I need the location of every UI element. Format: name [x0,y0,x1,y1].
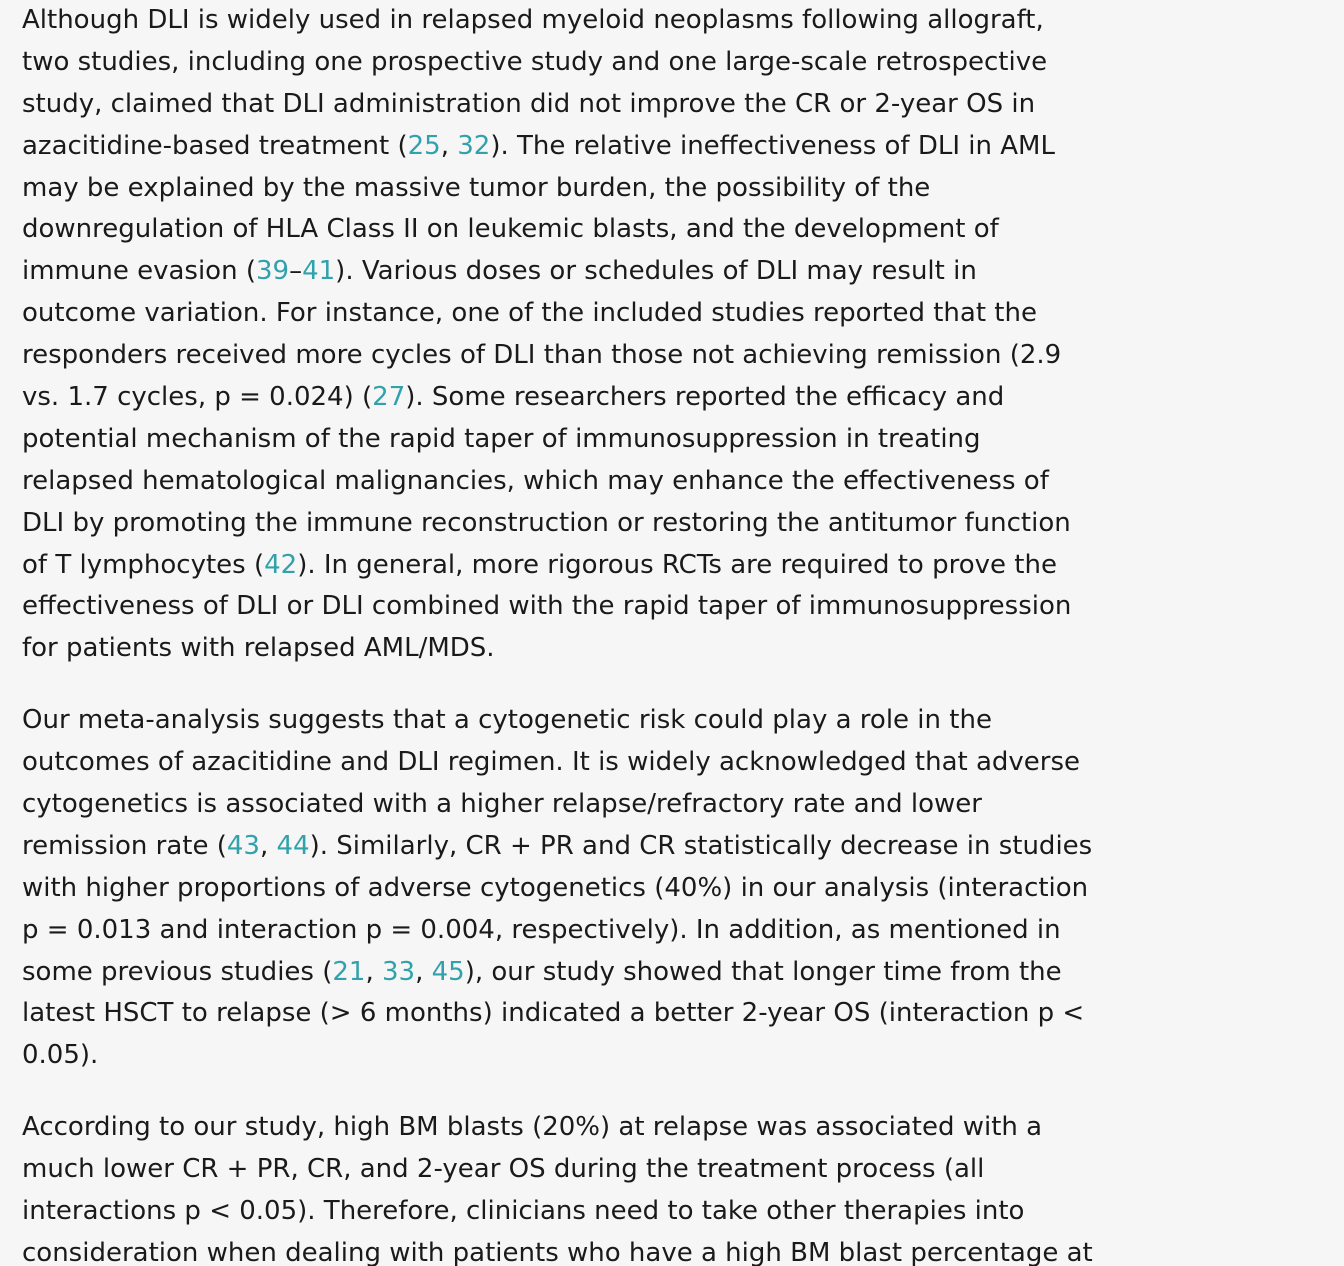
reference-link[interactable]: 25 [407,130,441,161]
text-segment: much lower CR + PR, CR, and 2-year OS during the treatment process (all [22,1154,985,1185]
text-line [22,503,1182,545]
reference-link[interactable]: 27 [372,382,406,413]
scrollbar[interactable] [1338,0,1344,1266]
text-segment: some previous studies ( [22,956,333,987]
text-line [22,868,1182,910]
text-segment: , [365,956,382,987]
reference-link[interactable]: 39 [255,256,290,287]
reference-link[interactable]: 42 [264,549,298,580]
text-segment: potential mechanism of the rapid taper of immunosuppression in treating [22,423,981,454]
reference-link[interactable]: 43 [226,830,260,861]
text-segment: ). Similarly, CR + PR and CR statistically decrease in studies [309,830,1093,861]
paragraph-1 [22,0,1182,670]
text-segment: immune evasion ( [22,256,256,287]
text-segment: outcome variation. For instance, one of the included studies reported that the [22,298,1037,329]
text-segment: with higher proportions of adverse cytogenetics (40%) in our analysis (interaction [22,872,1089,903]
text-line [22,1149,1182,1191]
text-segment: DLI by promoting the immune reconstruction or restoring the antitumor function [22,507,1071,538]
text-line [22,0,1182,42]
text-segment: ). The relative ineffectiveness of DLI in AML [490,130,1055,161]
article-body [22,0,1182,1266]
text-line [22,42,1182,84]
reference-link[interactable]: 32 [457,130,491,161]
reference-link[interactable]: 44 [276,830,310,861]
text-segment: ), our study showed that longer time from the [464,956,1062,987]
text-line [22,1233,1182,1266]
text-line [22,209,1182,251]
text-line [22,826,1182,868]
text-line [22,742,1182,784]
reference-link[interactable]: 21 [332,956,366,987]
text-segment: , [259,830,277,861]
text-segment: remission rate ( [22,830,227,861]
text-line [22,377,1182,419]
text-segment: effectiveness of DLI or DLI combined with the rapid taper of immunosuppression [22,591,1072,622]
text-line [22,910,1182,952]
text-line [22,545,1182,587]
text-segment: outcomes of azacitidine and DLI regimen. It is widely acknowledged that adverse [22,747,1081,778]
text-line [22,1191,1182,1233]
text-line [22,168,1182,210]
reference-link[interactable]: 33 [382,956,416,987]
text-line [22,335,1182,377]
text-segment: two studies, including one prospective study and one large-scale retrospective [22,46,1048,77]
reference-link[interactable]: 41 [302,256,336,287]
text-segment: vs. 1.7 cycles, p = 0.024) ( [22,382,373,413]
text-line [22,784,1182,826]
text-segment: According to our study, high BM blasts (20%) at relapse was associated with a [22,1112,1043,1143]
text-segment: downregulation of HLA Class II on leukemic blasts, and the development of [22,214,999,245]
text-segment: , [440,130,458,161]
text-segment: ). In general, more rigorous RCTs are required to prove the [297,549,1057,580]
text-segment: ). Various doses or schedules of DLI may result in [335,256,977,287]
text-line [22,419,1182,461]
text-segment: of T lymphocytes ( [22,549,265,580]
text-line [22,700,1182,742]
text-segment: interactions p < 0.05). Therefore, clinicians need to take other therapies into [22,1196,1025,1227]
text-line [22,952,1182,994]
text-line [22,1107,1182,1149]
text-segment: 0.05). [22,1040,99,1071]
text-segment: relapsed hematological malignancies, which may enhance the effectiveness of [22,465,1049,496]
text-line [22,84,1182,126]
text-line [22,126,1182,168]
paragraph-2 [22,700,1182,1077]
reference-link[interactable]: 45 [431,956,465,987]
text-segment: – [289,256,303,287]
text-segment: azacitidine-based treatment ( [22,130,408,161]
text-line [22,586,1182,628]
text-segment: p = 0.013 and interaction p = 0.004, respectively). In addition, as mentioned in [22,914,1061,945]
text-line [22,251,1182,293]
paragraph-3 [22,1107,1182,1266]
text-segment: latest HSCT to relapse (> 6 months) indicated a better 2-year OS (interaction p < [22,998,1085,1029]
text-segment: study, claimed that DLI administration did not improve the CR or 2-year OS in [22,88,1036,119]
text-line [22,993,1182,1035]
text-segment: Although DLI is widely used in relapsed myeloid neoplasms following allograft, [22,5,1044,35]
text-segment: may be explained by the massive tumor burden, the possibility of the [22,172,931,203]
text-segment: Our meta-analysis suggests that a cytogenetic risk could play a role in the [22,705,992,736]
text-segment: responders received more cycles of DLI than those not achieving remission (2.9 [22,340,1062,371]
text-line [22,461,1182,503]
text-line [22,1035,1182,1077]
text-segment: , [415,956,432,987]
text-line [22,293,1182,335]
text-segment: ). Some researchers reported the efficacy and [405,382,1005,413]
text-line [22,628,1182,670]
text-segment: for patients with relapsed AML/MDS. [22,633,495,664]
text-segment: consideration when dealing with patients who have a high BM blast percentage at [22,1237,1093,1266]
text-segment: cytogenetics is associated with a higher relapse/refractory rate and lower [22,789,982,820]
